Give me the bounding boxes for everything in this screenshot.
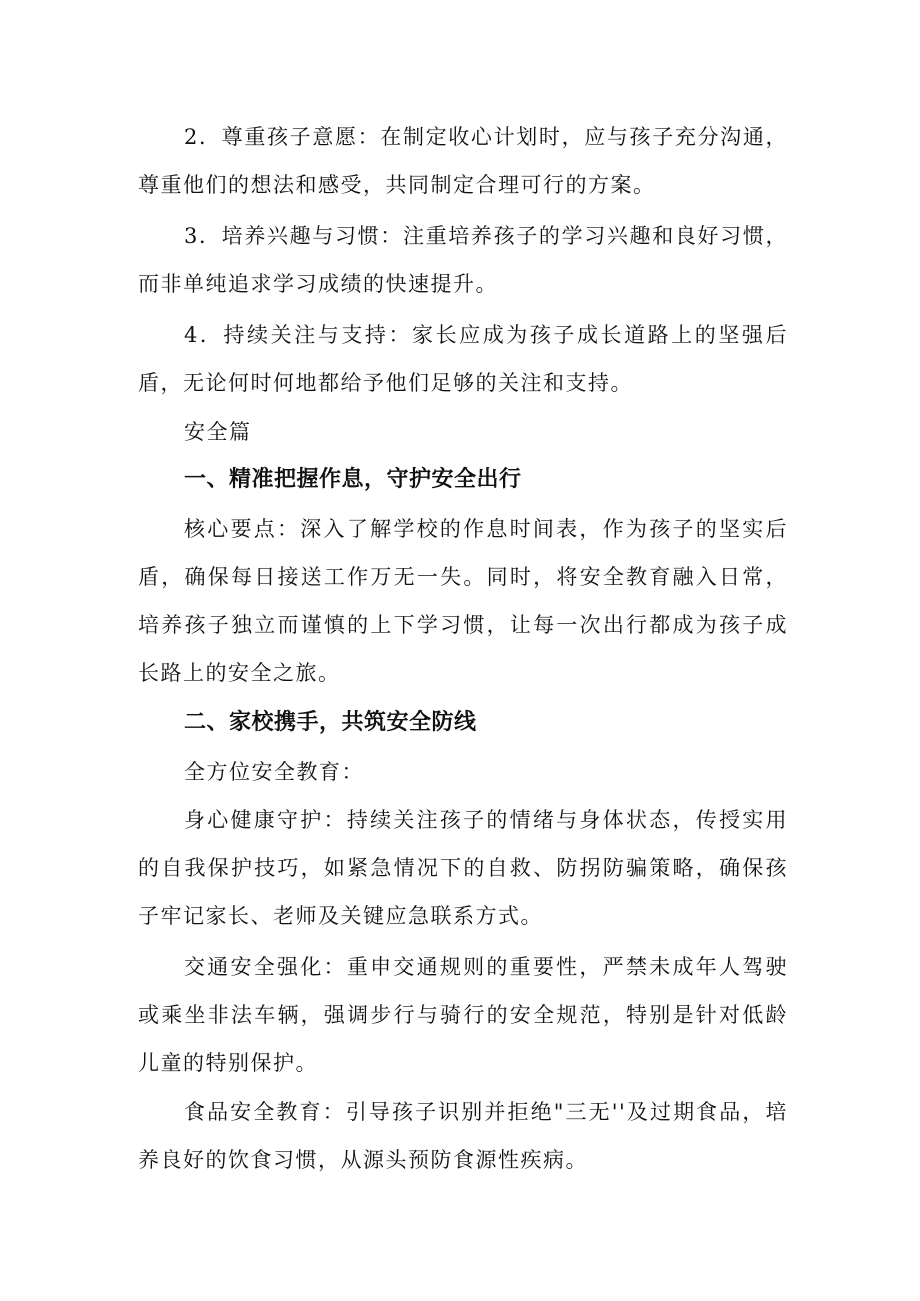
paragraph-item-3: 3．培养兴趣与习惯：注重培养孩子的学习兴趣和良好习惯，而非单纯追求学习成绩的快速提升。 (138, 224, 788, 296)
section-title: 安全篇 (184, 420, 252, 444)
heading-two: 二、家校携手，共筑安全防线 (184, 710, 477, 735)
paragraph-food: 食品安全教育：引导孩子识别并拒绝"三无''及过期食品，培养良好的饮食习惯，从源头预防食源性疾病。 (138, 1100, 788, 1172)
paragraph-item-2: 2．尊重孩子意愿：在制定收心计划时，应与孩子充分沟通，尊重他们的想法和感受，共同制定合理可行的方案。 (138, 125, 788, 197)
paragraph-full-education: 全方位安全教育： (184, 760, 364, 784)
paragraph-core-points: 核心要点：深入了解学校的作息时间表，作为孩子的坚实后盾，确保每日接送工作万无一失。同时，将安全教育融入日常，培养孩子独立而谨慎的上下学习惯，让每一次出行都成为孩子成长路上的安全之旅。 (138, 517, 788, 685)
paragraph-item-4: 4．持续关注与支持：家长应成为孩子成长道路上的坚强后盾，无论何时何地都给予他们足够的关注和支持。 (138, 323, 788, 395)
paragraph-health: 身心健康守护：持续关注孩子的情绪与身体状态，传授实用的自我保护技巧，如紧急情况下的自救、防拐防骗策略，确保孩子牢记家长、老师及关键应急联系方式。 (138, 808, 788, 928)
paragraph-traffic: 交通安全强化：重申交通规则的重要性，严禁未成年人驾驶或乘坐非法车辆，强调步行与骑行的安全规范，特别是针对低龄儿童的特别保护。 (138, 955, 788, 1075)
heading-one: 一、精准把握作息，守护安全出行 (184, 467, 522, 492)
